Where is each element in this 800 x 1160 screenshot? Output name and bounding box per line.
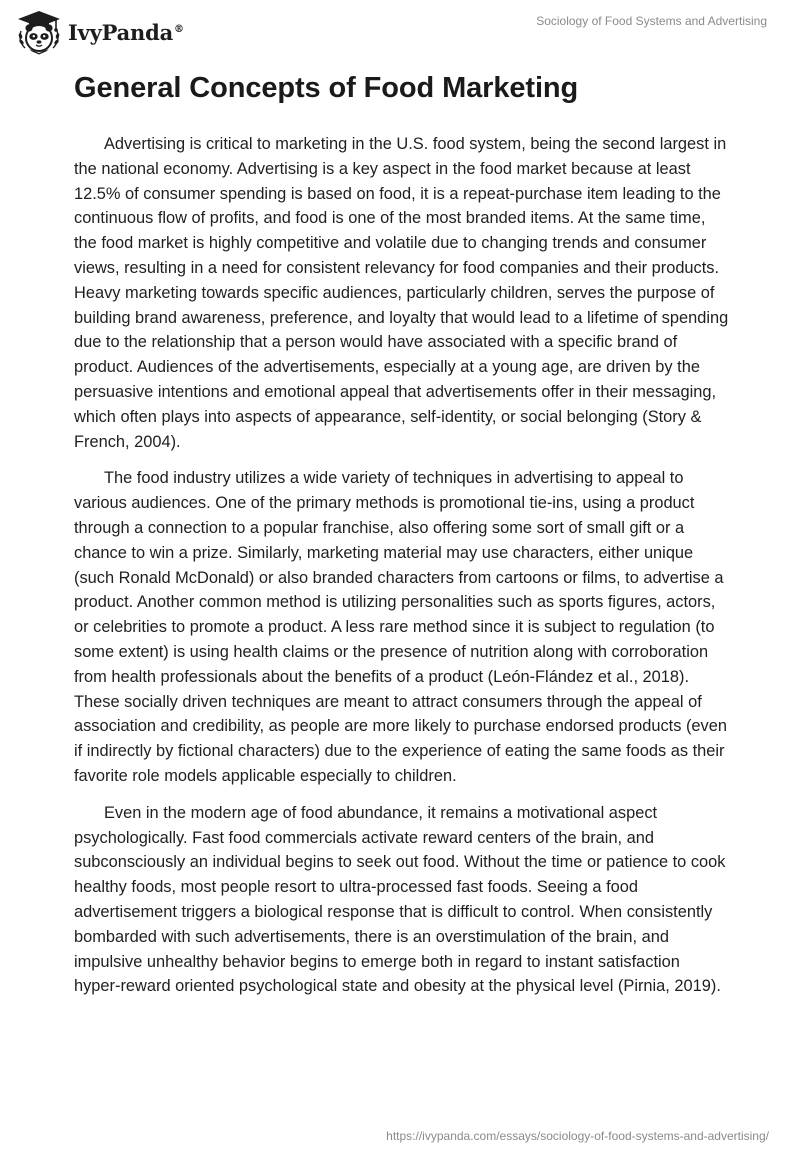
source-url[interactable]: https://ivypanda.com/essays/sociology-of-food-systems-and-advertising/ <box>386 1129 769 1143</box>
ivypanda-logo[interactable] <box>16 8 184 56</box>
section-heading: General Concepts of Food Marketing <box>74 72 579 104</box>
logo-wordmark <box>68 20 184 45</box>
logo-text: IvyPanda <box>68 19 174 45</box>
document-title: Sociology of Food Systems and Advertising <box>536 14 767 28</box>
paragraph-1: Advertising is critical to marketing in the U.S. food system, being the second largest in the national economy. Advertising is a key aspect in the food market because at least 12.5% of consumer spending is based on food, it is a repeat-purchase item leading to the continuous flow of profits, and food is one of the most branded items. At the same time, the food market is highly competitive and volatile due to changing trends and consumer views, resulting in a need for consistent relevancy for food companies and their products. Heavy marketing towards specific audiences, particularly children, serves the purpose of building brand awareness, preference, and loyalty that would lead to a lifetime of spending due to the relationship that a person would have associated with a specific brand of product. Audiences of the advertisements, especially at a young age, are driven by the persuasive intentions and emotional appeal that advertisements offer in their messaging, which often plays into aspects of appearance, self-identity, or social belonging (Story & French, 2004). <box>74 135 729 451</box>
paragraph-2: The food industry utilizes a wide variety of techniques in advertising to appeal to various audiences. One of the primary methods is promotional tie-ins, using a product through a connection to a popular franchise, also offering some sort of small gift or a chance to win a prize. Similarly, marketing material may use characters, either unique (such Ronald McDonald) or also branded characters from cartoons or films, to advertise a product. Another common method is utilizing personalities such as sports figures, actors, or celebrities to promote a product. A less rare method since it is subject to regulation (to some extent) is using health claims or the presence of nutrition along with corroboration from health professionals about the benefits of a product (León-Flández et al., 2018). These socially driven techniques are meant to attract consumers through the appeal of association and credibility, as people are more likely to purchase endorsed products (even if indirectly by fictional characters) due to the experience of eating the same foods as their favorite role models applicable especially to children. <box>74 469 727 785</box>
page-header <box>0 0 800 62</box>
article-body <box>74 132 730 1011</box>
panda-graduate-icon <box>16 9 62 55</box>
paragraph-3: Even in the modern age of food abundance, it remains a motivational aspect psychologically. Fast food commercials activate reward centers of the brain, and subconsciously an individual begins to seek out food. Without the time or patience to cook healthy foods, most people resort to ultra-processed fast foods. Seeing a food advertisement triggers a biological response that is difficult to control. When consistently bombarded with such advertisements, there is an overstimulation of the brain, and impulsive unhealthy behavior begins to emerge both in regard to instant satisfaction hyper-reward oriented psychological state and obesity at the physical level (Pirnia, 2019). <box>74 803 726 996</box>
registered-mark: ® <box>174 23 184 35</box>
